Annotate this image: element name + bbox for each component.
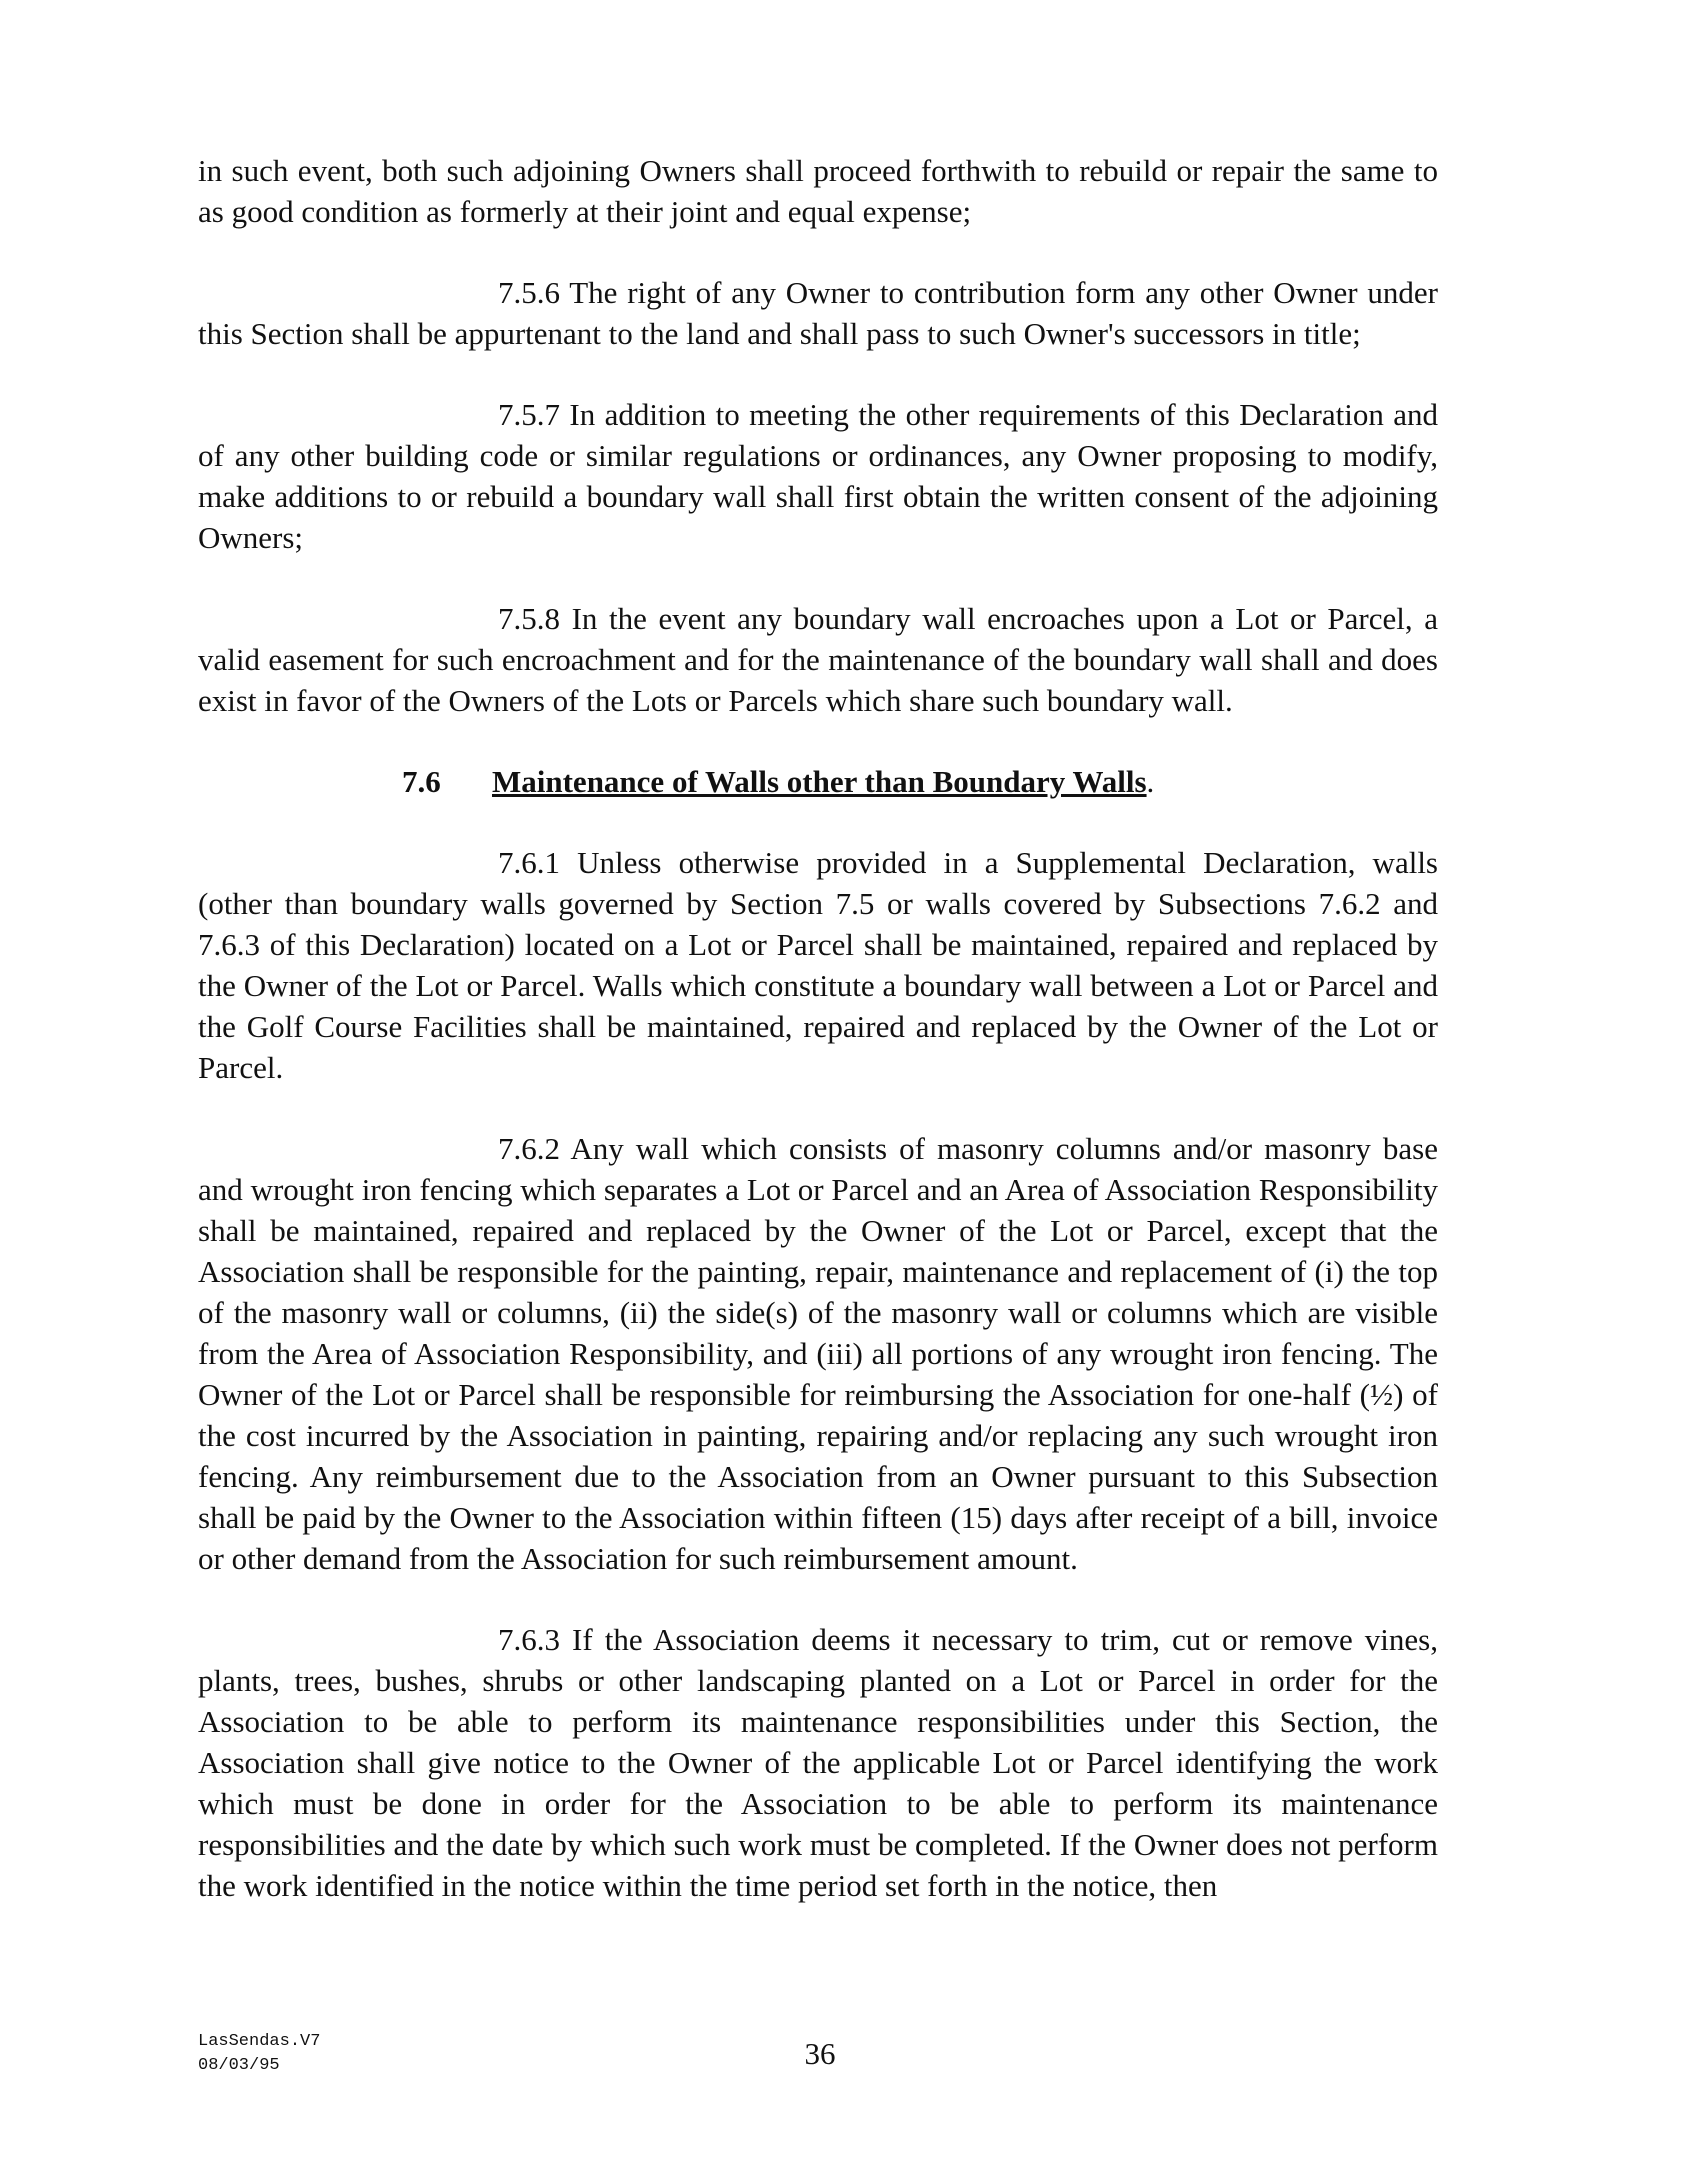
footer-date: 08/03/95 [198,2056,280,2075]
footer-doc-info [198,2030,320,2078]
footer-doc-id: LasSendas.V7 [198,2032,321,2051]
section-title: Maintenance of Walls other than Boundary Walls [492,764,1147,799]
section-heading-7-6 [198,761,1438,802]
paragraph-7-6-1: 7.6.1 Unless otherwise provided in a Supplemental Declaration, walls (other than boundary walls governed by Section 7.5 or walls covered by Subsections 7.6.2 and 7.6.3 of this Declaration) located on a Lot or Parcel shall be maintained, repaired and replaced by the Owner of the Lot or Parcel. Walls which constitute a boundary wall between a Lot or Parcel and the Golf Course Facilities shall be maintained, repaired and replaced by the Owner of the Lot or Parcel. [198,845,1438,1085]
page-number: 36 [804,2036,836,2071]
paragraph-7-5-8: 7.5.8 In the event any boundary wall encroaches upon a Lot or Parcel, a valid easement for such encroachment and for the maintenance of the boundary wall shall and does exist in favor of the Owners of the Lots or Parcels which share such boundary wall. [198,601,1438,718]
paragraph-7-6-2: 7.6.2 Any wall which consists of masonry columns and/or masonry base and wrought iron fencing which separates a Lot or Parcel and an Area of Association Responsibility shall be maintained, repaired and replaced by the Owner of the Lot or Parcel, except that the Association shall be responsible for the painting, repair, maintenance and replacement of (i) the top of the masonry wall or columns, (ii) the side(s) of the masonry wall or columns which are visible from the Area of Association Responsibility, and (iii) all portions of any wrought iron fencing. The Owner of the Lot or Parcel shall be responsible for reimbursing the Association for one-half (½) of the cost incurred by the Association in painting, repairing and/or replacing any such wrought iron fencing. Any reimbursement due to the Association from an Owner pursuant to this Subsection shall be paid by the Owner to the Association within fifteen (15) days after receipt of a bill, invoice or other demand from the Association for such reimbursement amount. [198,1131,1438,1576]
paragraph-7-6-3: 7.6.3 If the Association deems it necessary to trim, cut or remove vines, plants, trees, bushes, shrubs or other landscaping planted on a Lot or Parcel in order for the Association to be able to perform its maintenance responsibilities under this Section, the Association shall give notice to the Owner of the applicable Lot or Parcel identifying the work which must be done in order for the Association to be able to perform its maintenance responsibilities and the date by which such work must be completed. If the Owner does not perform the work identified in the notice within the time period set forth in the notice, then [198,1622,1438,1903]
paragraph-7-5-7: 7.5.7 In addition to meeting the other requirements of this Declaration and of any other building code or similar regulations or ordinances, any Owner proposing to modify, make additions to or rebuild a boundary wall shall first obtain the written consent of the adjoining Owners; [198,397,1438,555]
section-title-period: . [1146,764,1155,799]
paragraph-continuation: in such event, both such adjoining Owners shall proceed forthwith to rebuild or repair the same to as good condition as formerly at their joint and equal expense; [198,153,1438,229]
section-number: 7.6 [402,764,441,799]
document-body [198,150,1438,1946]
paragraph-7-5-6: 7.5.6 The right of any Owner to contribution form any other Owner under this Section shall be appurtenant to the land and shall pass to such Owner's successors in title; [198,275,1438,351]
